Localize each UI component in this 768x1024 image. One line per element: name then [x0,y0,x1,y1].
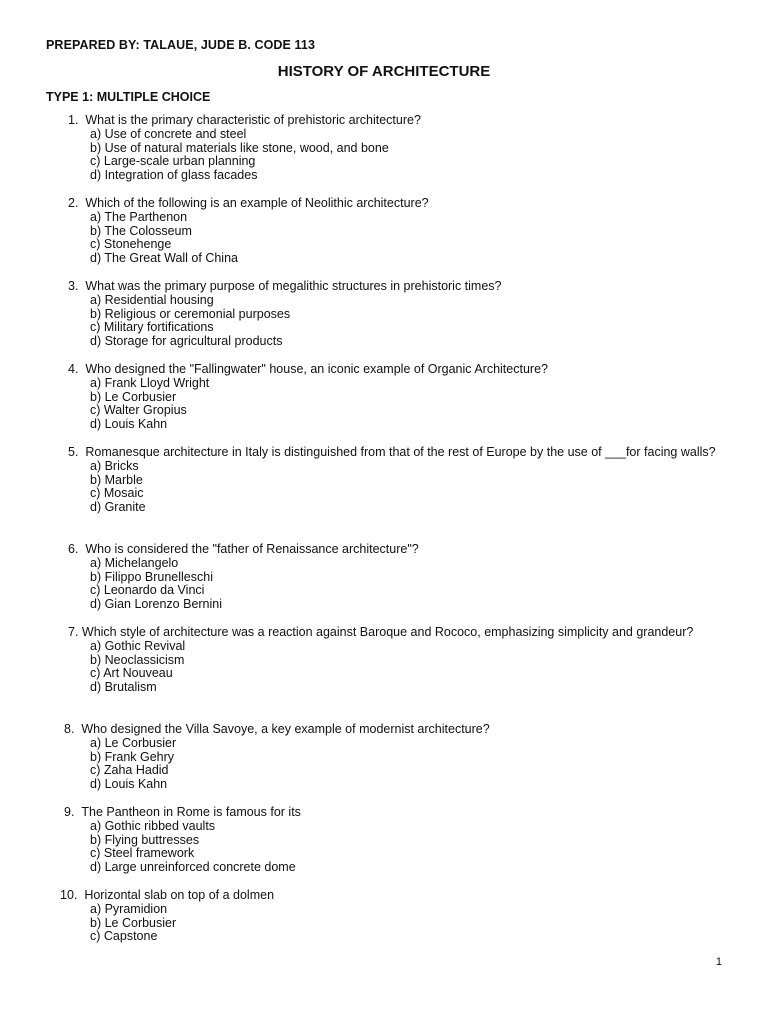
option-a: a) Use of concrete and steel [90,126,247,141]
question-6 [68,543,718,612]
question-10 [60,889,710,944]
option-b: b) Use of natural materials like stone, wood, and bone [90,140,389,155]
option-b: b) Filippo Brunelleschi [90,569,213,584]
option-c: c) Steel framework [90,846,195,861]
option-a: a) Gothic ribbed vaults [90,818,216,833]
option-d: d) Brutalism [90,680,157,695]
option-a: a) Bricks [90,458,139,473]
option-d: d) Integration of glass facades [90,168,258,183]
option-c: c) Military fortifications [90,320,214,335]
option-c: c) Leonardo da Vinci [90,583,205,598]
question-4 [68,363,718,432]
option-b: b) Frank Gehry [90,749,175,764]
question-8 [64,723,714,792]
option-d: d) Louis Kahn [90,777,168,792]
question-text: 6. Who is considered the "father of Renaissance architecture"? [68,542,419,556]
question-text: 5. Romanesque architecture in Italy is distinguished from that of the rest of Europe by the use of ___for facing walls? [68,445,716,459]
question-text: 7. Which style of architecture was a reaction against Baroque and Rococo, emphasizing simplicity and grandeur? [68,625,694,639]
option-d: d) The Great Wall of China [90,251,238,266]
question-text: 1. What is the primary characteristic of prehistoric architecture? [68,113,421,127]
option-a: a) Frank Lloyd Wright [90,375,210,390]
question-7 [68,626,718,695]
option-c: c) Large-scale urban planning [90,154,256,169]
question-text: 8. Who designed the Villa Savoye, a key example of modernist architecture? [64,722,490,736]
option-c: c) Stonehenge [90,237,172,252]
question-text: 3. What was the primary purpose of megalithic structures in prehistoric times? [68,279,502,293]
option-d: d) Large unreinforced concrete dome [90,860,296,875]
prepared-by: PREPARED BY: TALAUE, JUDE B. CODE 113 [46,38,316,52]
question-5 [68,446,718,515]
option-d: d) Louis Kahn [90,417,168,432]
option-c: c) Mosaic [90,486,144,501]
option-c: c) Art Nouveau [90,666,173,681]
option-d: d) Gian Lorenzo Bernini [90,597,223,612]
option-d: d) Storage for agricultural products [90,334,283,349]
option-c: c) Capstone [90,929,158,944]
option-c: c) Walter Gropius [90,403,187,418]
page-title: HISTORY OF ARCHITECTURE [277,63,491,80]
option-b: b) Religious or ceremonial purposes [90,306,291,321]
question-text: 2. Which of the following is an example of Neolithic architecture? [68,196,429,210]
question-3 [68,280,718,349]
option-a: a) Le Corbusier [90,735,177,750]
option-b: b) The Colosseum [90,223,192,238]
option-d: d) Granite [90,500,146,515]
option-b: b) Le Corbusier [90,389,177,404]
option-b: b) Flying buttresses [90,832,200,847]
option-a: a) Residential housing [90,292,214,307]
question-text: 9. The Pantheon in Rome is famous for its [64,805,301,819]
option-c: c) Zaha Hadid [90,763,169,778]
option-b: b) Marble [90,472,143,487]
question-1 [68,114,718,183]
section-heading: TYPE 1: MULTIPLE CHOICE [46,90,211,104]
question-text: 10. Horizontal slab on top of a dolmen [60,888,275,902]
question-text: 4. Who designed the "Fallingwater" house, an iconic example of Organic Architecture? [68,362,548,376]
question-9 [64,806,714,875]
option-a: a) Pyramidion [90,901,168,916]
option-a: a) The Parthenon [90,209,188,224]
page-number: 1 [715,956,722,968]
option-b: b) Le Corbusier [90,915,177,930]
option-b: b) Neoclassicism [90,652,185,667]
option-a: a) Gothic Revival [90,638,186,653]
question-2 [68,197,718,266]
option-a: a) Michelangelo [90,555,179,570]
